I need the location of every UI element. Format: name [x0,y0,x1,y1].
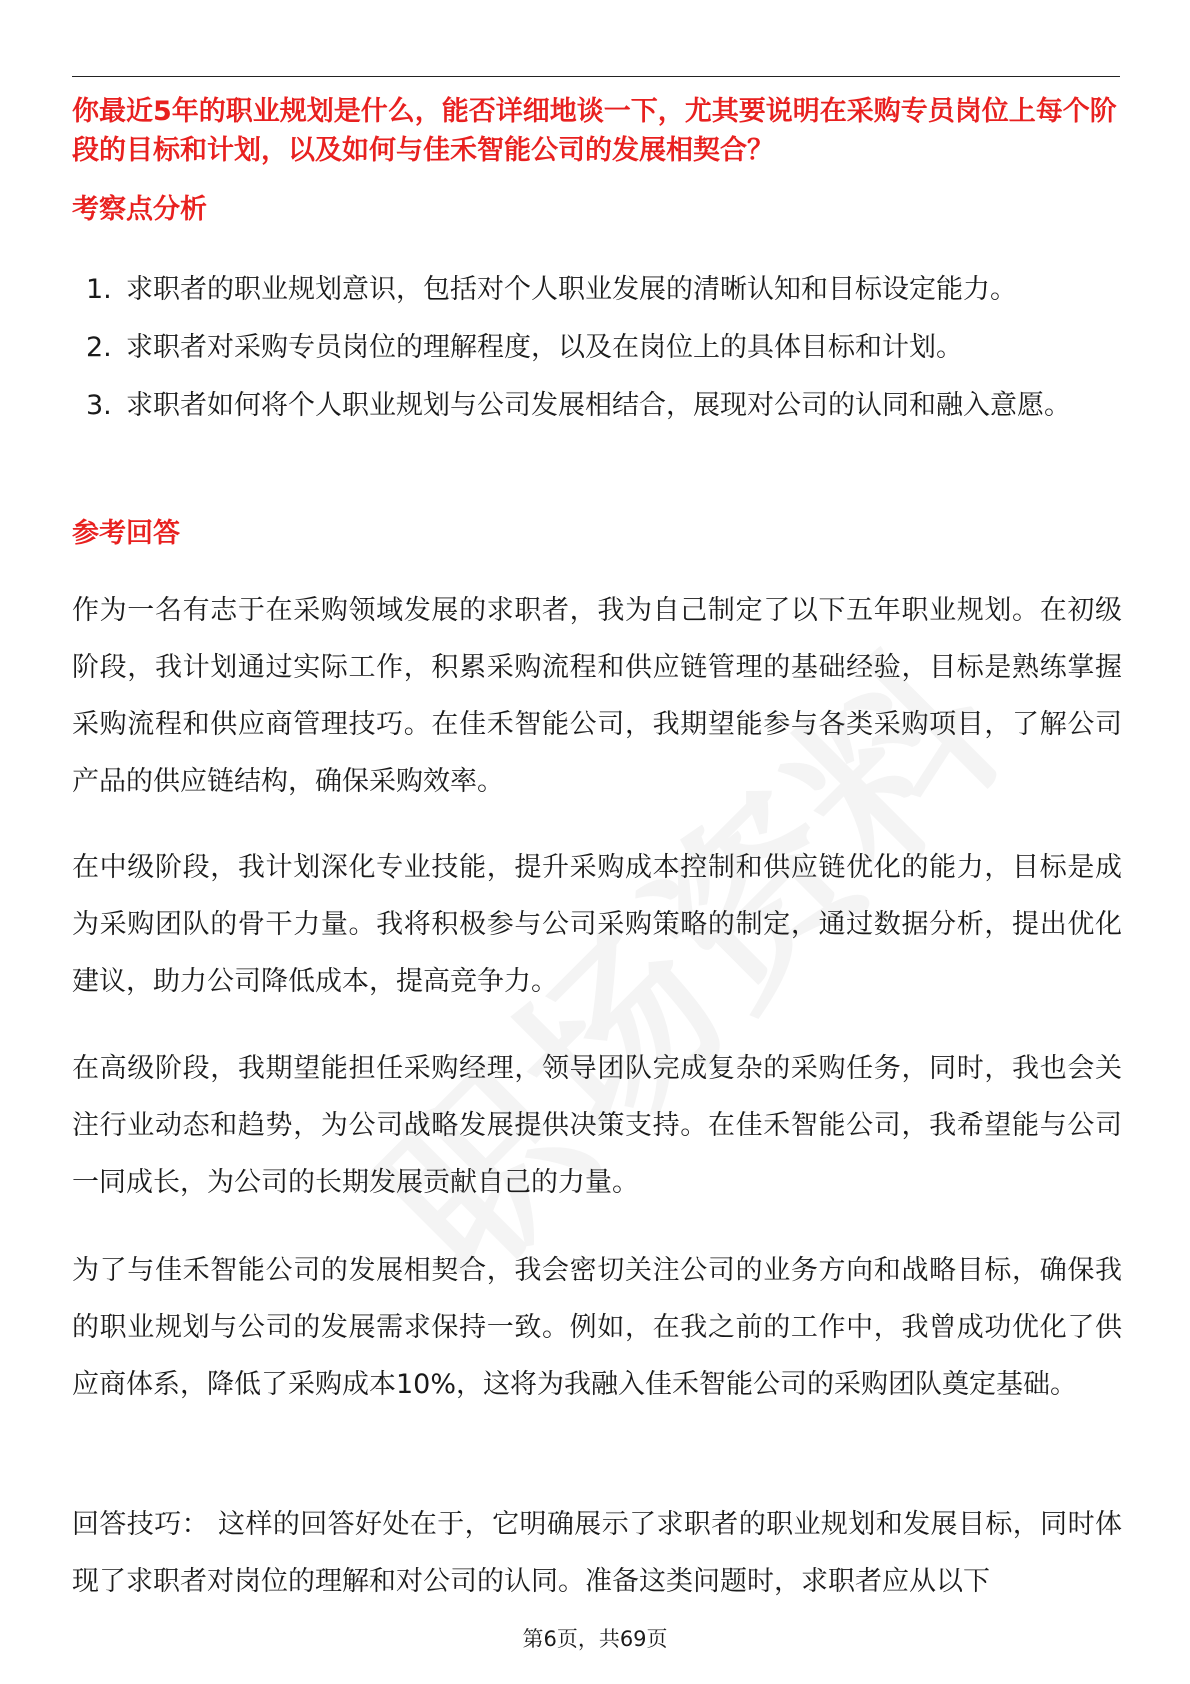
question-title: 你最近5年的职业规划是什么，能否详细地谈一下，尤其要说明在采购专员岗位上每个阶段的目标和计划，以及如何与佳禾智能公司的发展相契合？ [72,96,1117,166]
analysis-item-text: 求职者如何将个人职业规划与公司发展相结合，展现对公司的认同和融入意愿。 [126,390,1071,421]
top-rule [72,76,1120,77]
analysis-item [72,320,1122,375]
analysis-item-number: 2. [86,332,112,363]
analysis-list [72,262,1122,436]
answer-paragraph-3: 在高级阶段，我期望能担任采购经理，领导团队完成复杂的采购任务，同时，我也会关注行业动态和趋势，为公司战略发展提供决策支持。在佳禾智能公司，我希望能与公司一同成长，为公司的长期发展贡献自己的力量。 [72,1053,1122,1198]
analysis-item [72,262,1122,317]
analysis-item-number: 1. [86,274,112,305]
answer-paragraph-2: 在中级阶段，我计划深化专业技能，提升采购成本控制和供应链优化的能力，目标是成为采购团队的骨干力量。我将积极参与公司采购策略的制定，通过数据分析，提出优化建议，助力公司降低成本，提高竞争力。 [72,852,1122,997]
analysis-item-number: 3. [86,390,112,421]
analysis-item [72,378,1122,433]
answer-paragraph-4: 为了与佳禾智能公司的发展相契合，我会密切关注公司的业务方向和战略目标，确保我的职业规划与公司的发展需求保持一致。例如，在我之前的工作中，我曾成功优化了供应商体系，降低了采购成本10%，这将为我融入佳禾智能公司的采购团队奠定基础。 [72,1255,1122,1400]
analysis-item-text: 求职者的职业规划意识，包括对个人职业发展的清晰认知和目标设定能力。 [126,274,1017,305]
page-number: 第6页，共69页 [522,1627,668,1651]
analysis-heading: 考察点分析 [72,194,207,225]
answer-tips-paragraph: 回答技巧： 这样的回答好处在于，它明确展示了求职者的职业规划和发展目标，同时体现了求职者对岗位的理解和对公司的认同。准备这类问题时，求职者应从以下 [72,1509,1122,1597]
answer-heading: 参考回答 [72,518,180,549]
answer-paragraph-1: 作为一名有志于在采购领域发展的求职者，我为自己制定了以下五年职业规划。在初级阶段，我计划通过实际工作，积累采购流程和供应链管理的基础经验，目标是熟练掌握采购流程和供应商管理技巧。在佳禾智能公司，我期望能参与各类采购项目，了解公司产品的供应链结构，确保采购效率。 [72,595,1122,797]
analysis-item-text: 求职者对采购专员岗位的理解程度，以及在岗位上的具体目标和计划。 [126,332,963,363]
